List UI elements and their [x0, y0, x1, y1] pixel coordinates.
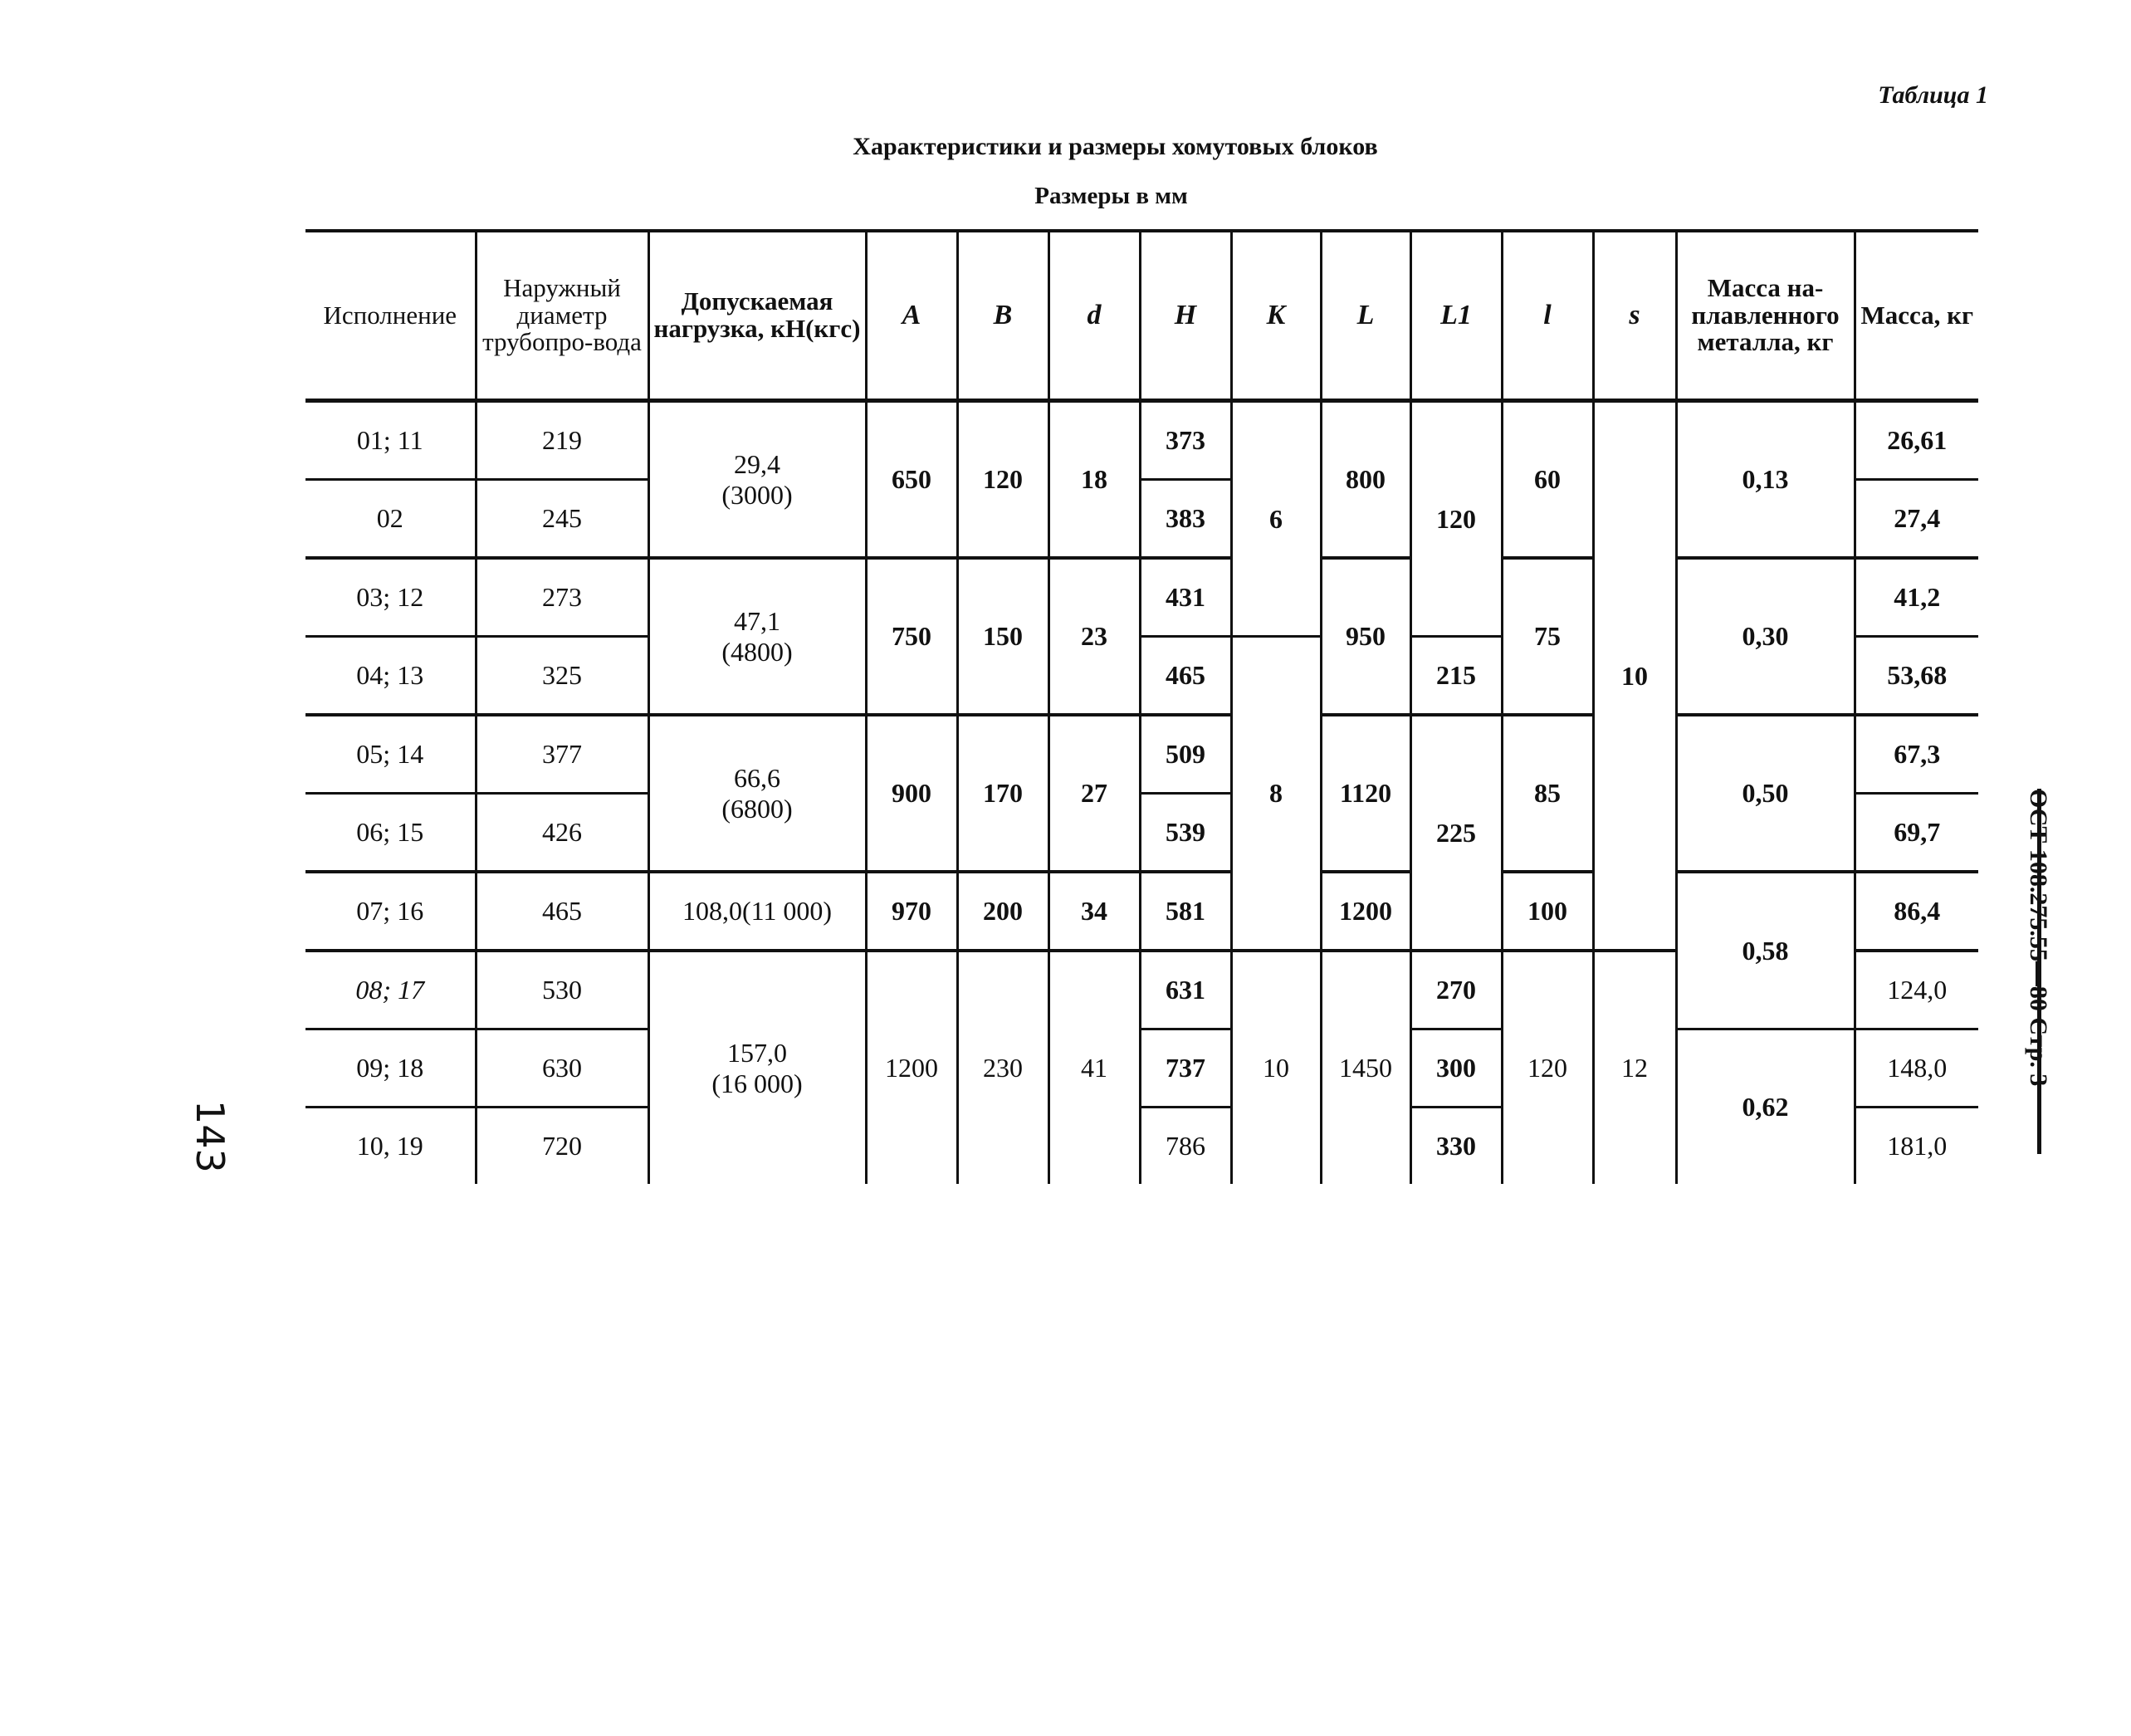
- table-title: Характеристики и размеры хомутовых блоков: [853, 133, 1378, 160]
- B-cell: 170: [957, 715, 1048, 872]
- variant-cell: 05; 14: [305, 715, 476, 794]
- A-cell: 900: [866, 715, 957, 872]
- d-cell: 34: [1048, 872, 1140, 951]
- variant-cell: 02: [305, 480, 476, 559]
- l-cell: 75: [1502, 558, 1593, 715]
- load-kgf: (4800): [721, 636, 793, 667]
- variant-cell: 03; 12: [305, 558, 476, 637]
- L1-cell: 270: [1410, 951, 1502, 1029]
- specs-table: [305, 232, 1978, 1184]
- table-row: [305, 401, 1978, 480]
- table-row: [305, 1029, 1978, 1108]
- H-cell: 581: [1140, 872, 1231, 951]
- mass-cell: 124,0: [1855, 951, 1978, 1029]
- header-L1: L1: [1410, 232, 1502, 401]
- K-cell: 10: [1231, 951, 1321, 1184]
- B-cell: 230: [957, 951, 1048, 1184]
- header-B: B: [957, 232, 1048, 401]
- H-cell: 383: [1140, 480, 1231, 559]
- L1-cell: 300: [1410, 1029, 1502, 1108]
- load-cell: [648, 558, 866, 715]
- header-l: l: [1502, 232, 1593, 401]
- d-cell: 18: [1048, 401, 1140, 559]
- header-mass: Масса, кг: [1855, 232, 1978, 401]
- d-cell: 41: [1048, 951, 1140, 1184]
- mass-cell: 67,3: [1855, 715, 1978, 794]
- L1-cell: 120: [1410, 401, 1502, 637]
- H-cell: 431: [1140, 558, 1231, 637]
- mass-cell: 148,0: [1855, 1029, 1978, 1108]
- diameter-cell: 273: [476, 558, 648, 637]
- A-cell: 650: [866, 401, 957, 559]
- A-cell: 750: [866, 558, 957, 715]
- header-d: d: [1048, 232, 1140, 401]
- weld-mass-cell: 0,58: [1676, 872, 1855, 1029]
- variant-cell: 07; 16: [305, 872, 476, 951]
- load-kn: 66,6: [734, 762, 780, 793]
- A-cell: 970: [866, 872, 957, 951]
- s-cell: 12: [1593, 951, 1676, 1184]
- B-cell: 120: [957, 401, 1048, 559]
- handwritten-page-mark: 143: [188, 1100, 232, 1173]
- table-row: [305, 715, 1978, 794]
- diameter-cell: 465: [476, 872, 648, 951]
- mass-cell: 181,0: [1855, 1108, 1978, 1185]
- header-row: [305, 232, 1978, 401]
- variant-cell: 04; 13: [305, 637, 476, 716]
- diameter-cell: 720: [476, 1108, 648, 1185]
- mass-cell: 27,4: [1855, 480, 1978, 559]
- s-cell: 10: [1593, 401, 1676, 951]
- load-cell: [648, 401, 866, 559]
- mass-cell: 41,2: [1855, 558, 1978, 637]
- load-kgf: (6800): [721, 793, 793, 824]
- load-cell: 108,0(11 000): [648, 872, 866, 951]
- L-cell: 1120: [1321, 715, 1410, 872]
- weld-mass-cell: 0,13: [1676, 401, 1855, 559]
- B-cell: 150: [957, 558, 1048, 715]
- K-cell: 8: [1231, 637, 1321, 951]
- mass-cell: 53,68: [1855, 637, 1978, 716]
- l-cell: 85: [1502, 715, 1593, 872]
- header-A: A: [866, 232, 957, 401]
- l-cell: 100: [1502, 872, 1593, 951]
- header-variant: Исполнение: [305, 232, 476, 401]
- load-kgf: (16 000): [711, 1068, 803, 1098]
- load-kn: 47,1: [734, 605, 780, 636]
- K-cell: 6: [1231, 401, 1321, 637]
- header-H: H: [1140, 232, 1231, 401]
- load-kn: 157,0: [727, 1037, 787, 1068]
- load-kgf: (3000): [721, 479, 793, 510]
- A-cell: 1200: [866, 951, 957, 1184]
- weld-mass-cell: 0,50: [1676, 715, 1855, 872]
- variant-cell: 08; 17: [305, 951, 476, 1029]
- L-cell: 800: [1321, 401, 1410, 559]
- L-cell: 1450: [1321, 951, 1410, 1184]
- header-allowed-load: Допускаемая нагрузка, кН(кгс): [648, 232, 866, 401]
- table-row: [305, 558, 1978, 637]
- L-cell: 1200: [1321, 872, 1410, 951]
- diameter-cell: 325: [476, 637, 648, 716]
- table-units: Размеры в мм: [1034, 183, 1188, 209]
- load-cell: [648, 715, 866, 872]
- L1-cell: 215: [1410, 637, 1502, 716]
- H-cell: 737: [1140, 1029, 1231, 1108]
- load-cell: [648, 951, 866, 1184]
- diameter-cell: 219: [476, 401, 648, 480]
- l-cell: 60: [1502, 401, 1593, 559]
- H-cell: 509: [1140, 715, 1231, 794]
- variant-cell: 06; 15: [305, 794, 476, 873]
- H-cell: 465: [1140, 637, 1231, 716]
- header-weld-mass: Масса на-плавленного металла, кг: [1676, 232, 1855, 401]
- l-cell: 120: [1502, 951, 1593, 1184]
- L1-cell: 330: [1410, 1108, 1502, 1185]
- table-row: [305, 872, 1978, 951]
- load-kn: 29,4: [734, 448, 780, 479]
- header-K: K: [1231, 232, 1321, 401]
- weld-mass-cell: 0,30: [1676, 558, 1855, 715]
- diameter-cell: 245: [476, 480, 648, 559]
- header-outer-diameter: Наружный диаметр трубопро-вода: [476, 232, 648, 401]
- H-cell: 373: [1140, 401, 1231, 480]
- H-cell: 786: [1140, 1108, 1231, 1185]
- B-cell: 200: [957, 872, 1048, 951]
- weld-mass-cell: 0,62: [1676, 1029, 1855, 1185]
- variant-cell: 09; 18: [305, 1029, 476, 1108]
- diameter-cell: 426: [476, 794, 648, 873]
- header-L: L: [1321, 232, 1410, 401]
- standard-code-page: ОСТ 108.275.55—80 Стр. 3: [2025, 789, 2052, 1087]
- header-s: s: [1593, 232, 1676, 401]
- mass-cell: 26,61: [1855, 401, 1978, 480]
- H-cell: 539: [1140, 794, 1231, 873]
- d-cell: 27: [1048, 715, 1140, 872]
- diameter-cell: 377: [476, 715, 648, 794]
- variant-cell: 10, 19: [305, 1108, 476, 1185]
- L1-cell: 225: [1410, 715, 1502, 951]
- mass-cell: 86,4: [1855, 872, 1978, 951]
- H-cell: 631: [1140, 951, 1231, 1029]
- diameter-cell: 630: [476, 1029, 648, 1108]
- diameter-cell: 530: [476, 951, 648, 1029]
- table-number: Таблица 1: [1878, 81, 1988, 109]
- mass-cell: 69,7: [1855, 794, 1978, 873]
- L-cell: 950: [1321, 558, 1410, 715]
- variant-cell: 01; 11: [356, 425, 423, 455]
- d-cell: 23: [1048, 558, 1140, 715]
